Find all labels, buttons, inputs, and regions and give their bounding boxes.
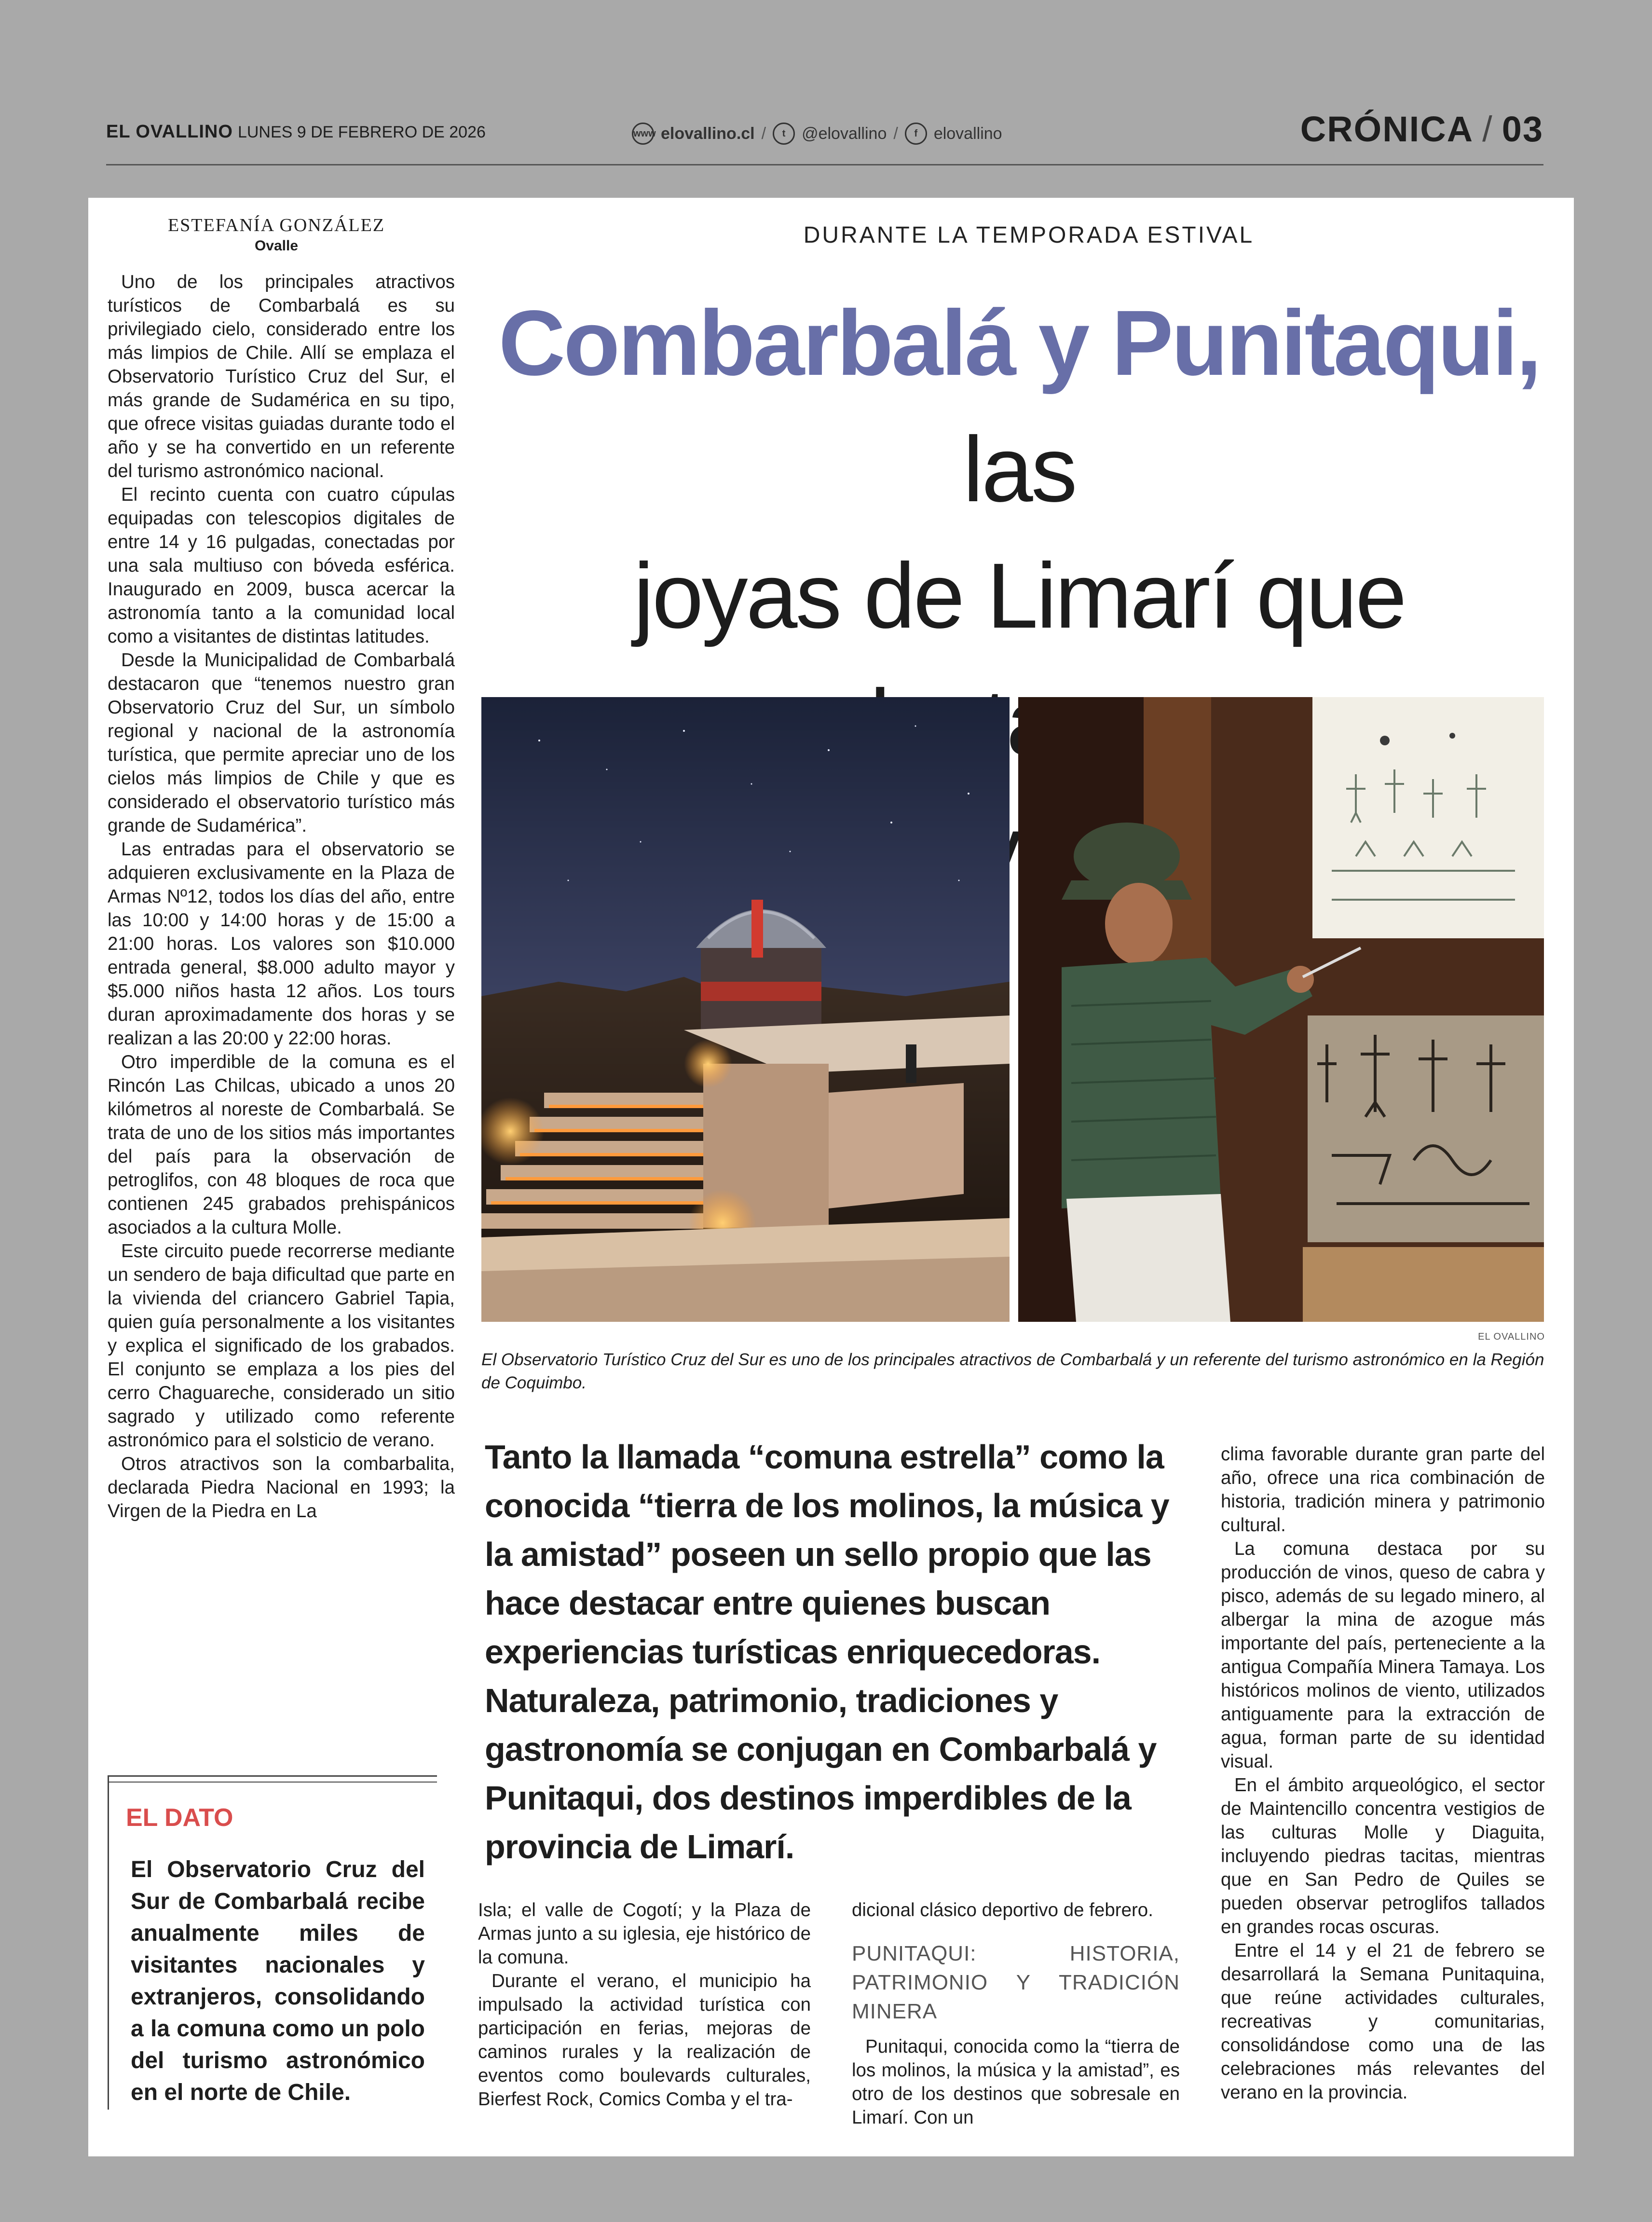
facebook-icon: f: [905, 123, 927, 145]
paragraph: Punitaqui, conocida como la “tierra de los molinos, la música y la amistad”, es otro de los destinos que sobresale en Limarí. Con un: [852, 2036, 1180, 2128]
paragraph: Isla; el valle de Cogotí; y la Plaza de Armas junto a su iglesia, eje histórico de la comuna.: [478, 1900, 811, 1968]
photo-caption: El Observatorio Turístico Cruz del Sur es uno de los principales atractivos de Combarbalá y un referente del turismo astronómico en la Región de Coquimbo.: [481, 1350, 1544, 1392]
body-column-1: [108, 270, 455, 1523]
author-name: ESTEFANÍA GONZÁLEZ: [167, 215, 385, 235]
twitter-icon: t: [773, 123, 795, 145]
author-location: Ovalle: [254, 238, 299, 254]
facebook-link[interactable]: elovallino: [933, 124, 1002, 143]
body-column-2: [478, 1898, 811, 2111]
paragraph: Durante el verano, el municipio ha impulsado la actividad turística con participación en ferias, mejoras de caminos rurales y la realización de eventos como boulevards culturales, Bierfest Rock, Comics Comba y el tra-: [478, 1971, 811, 2110]
paragraph: En el ámbito arqueológico, el sector de Maintencillo concentra vestigios de las culturas Molle y Diaguita, incluyendo piedras tacitas, mientras que en San Pedro de Quiles se pueden observar petroglifos tallados en grandes rocas oscuras.: [1221, 1775, 1545, 1937]
kicker: DURANTE LA TEMPORADA ESTIVAL: [803, 222, 1255, 248]
guide-photo: [1018, 697, 1544, 1322]
social-links: www elovallino.cl / t @elovallino / f elovallino: [632, 123, 1002, 145]
section-name: CRÓNICA: [1300, 109, 1474, 149]
body-column-4: [1221, 1442, 1545, 2104]
lead-paragraph: Tanto la llamada “comuna estrella” como la conocida “tierra de los molinos, la música y la amistad” poseen un sello propio que las hace destacar entre quienes buscan experiencias turísticas enriquecedoras. Naturaleza, patrimonio, tradiciones y gastronomía se conjugan en Combarbalá y Punitaqui, dos destinos imperdibles de la provincia de Limarí.: [485, 1438, 1169, 1865]
article-page: [88, 198, 1574, 2156]
page-number: 03: [1502, 109, 1543, 149]
section-label: CRÓNICA / 03: [1300, 109, 1543, 149]
observatory-photo: [481, 697, 1010, 1322]
paper-name: EL OVALLINO: [106, 122, 233, 142]
website-link[interactable]: elovallino.cl: [661, 124, 755, 143]
photo-credit: EL OVALLINO: [1478, 1331, 1545, 1342]
twitter-link[interactable]: @elovallino: [802, 124, 887, 143]
dato-text: El Observatorio Cruz del Sur de Combarbalá recibe anualmente miles de visitantes nacionales y extranjeros, consolidando a la comuna como un polo del turismo astronómico en el norte de Chile.: [131, 1857, 425, 2105]
dato-divider: [109, 1782, 437, 1789]
paragraph: Entre el 14 y el 21 de febrero se desarrollará la Semana Punitaquina, que reúne actividades culturales, recreativas y comunitarias, consolidándose como una de las celebraciones más relevantes del verano en la provincia.: [1221, 1940, 1545, 2103]
masthead: [106, 122, 486, 142]
dato-title: EL DATO: [126, 1804, 233, 1832]
headline-line2: joyas de Limarí que: [633, 544, 1405, 647]
paragraph: El recinto cuenta con cuatro cúpulas equipadas con telescopios digitales de entre 14 y 16 pulgadas, conectadas por una sala multiuso con bóveda esférica. Inaugurado en 2009, busca acercar la astronomía tanto a la comunidad local como a visitantes de distintas latitudes.: [108, 484, 455, 647]
subheading: PUNITAQUI: HISTORIA, PATRIMONIO Y TRADICIÓN MINERA: [852, 1942, 1180, 2023]
paragraph: Este circuito puede recorrerse mediante un sendero de baja dificultad que parte en la vivienda del criancero Gabriel Tapia, quien guía personalmente a los visitantes y explica el significado de los grabados. El conjunto se emplaza a los pies del cerro Chaguareche, considerado un sitio sagrado y utilizado como referente astronómico para el solsticio de verano.: [108, 1241, 455, 1451]
issue-date: LUNES 9 DE FEBRERO DE 2026: [237, 123, 486, 141]
byline: [108, 215, 445, 254]
paragraph: Desde la Municipalidad de Combarbalá destacaron que “tenemos nuestro gran Observatorio Cruz del Sur, un símbolo regional y nacional de la astronomía turística, que permite apreciar uno de los cielos más limpios de Chile y que es considerado el observatorio turístico más grande de Sudamérica”.: [108, 650, 455, 836]
body-column-3: [852, 1898, 1180, 2129]
paragraph: Otros atractivos son la combarbalita, declarada Piedra Nacional en 1993; la Virgen de la Piedra en La: [108, 1454, 455, 1522]
paragraph: La comuna destaca por su producción de vinos, queso de cabra y pisco, además de su legado minero, al albergar la mina de azogue más importante del país, perteneciente a la antigua Compañía Minera Tamaya. Los históricos molinos de viento, utilizados antiguamente para la extracción de agua, forman parte de su identidad visual.: [1221, 1538, 1545, 1772]
paragraph: dicional clásico deportivo de febrero.: [852, 1900, 1153, 1920]
paragraph: clima favorable durante gran parte del año, ofrece una rica combinación de historia, tradición minera y patrimonio cultural.: [1221, 1444, 1545, 1536]
web-icon: www: [632, 123, 654, 145]
paragraph: Otro imperdible de la comuna es el Rincón Las Chilcas, ubicado a unos 20 kilómetros al noreste de Combarbalá. Se trata de uno de los sitios más importantes del país para la observación de petroglifos, con 48 bloques de roca que contienen 245 grabados prehispánicos asociados a la cultura Molle.: [108, 1052, 455, 1238]
headline-accent: Combarbalá y Punitaqui,: [498, 291, 1540, 395]
dato-box: [108, 1775, 437, 2110]
paragraph: Las entradas para el observatorio se adquieren exclusivamente en la Plaza de Armas Nº12, todos los días del año, entre las 10:00 y 14:00 horas y de 15:00 a 21:00 horas. Los valores son $10.000 entrada general, $8.000 adulto mayor y $5.000 niños hasta 12 años. Los tours duran aproximadamente dos horas y se realizan a las 20:00 y 22:00 horas.: [108, 839, 455, 1049]
headline-line1-rest: las: [963, 417, 1076, 521]
page-header: [106, 106, 1543, 165]
paragraph: Uno de los principales atractivos turísticos de Combarbalá es su privilegiado cielo, considerado entre los más limpios de Chile. Allí se emplaza el Observatorio Turístico Cruz del Sur, el más grande de Sudamérica en su tipo, que ofrece visitas guiadas durante todo el año y se ha convertido en un referente del turismo astronómico nacional.: [108, 272, 455, 481]
